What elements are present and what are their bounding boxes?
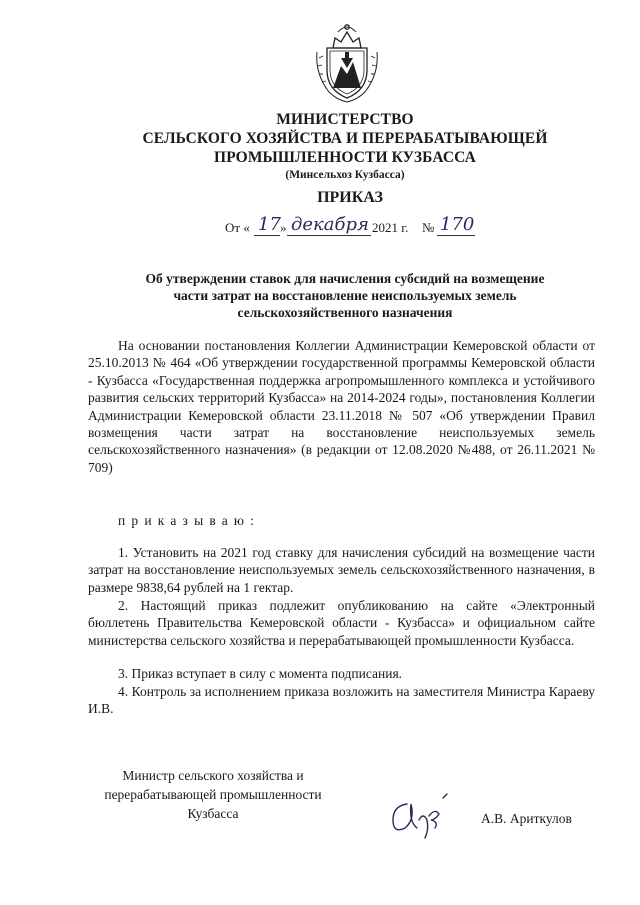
order-date-line <box>225 214 525 242</box>
signatory-position-line-2: перерабатывающей промышленности <box>104 787 322 802</box>
signatory-name: А.В. Ариткулов <box>481 811 572 826</box>
order-subject <box>110 270 580 321</box>
order-item-1: 1. Установить на 2021 год ставку для начисления субсидий на возмещение части затрат на восстановление неиспользуемых земель сельскохозяйственного назначения, в размере 9838,64 рублей на 1 гектар. <box>88 545 595 595</box>
date-month: декабря <box>291 214 369 235</box>
order-number: 170 <box>440 214 475 235</box>
kuzbass-coat-of-arms-icon <box>311 18 383 106</box>
order-item-2: 2. Настоящий приказ подлежит опубликованию на сайте «Электронный бюллетень Правительства Кемеровской области - Кузбасса» и официальном сайте министерства сельского хозяйства и перерабатывающей промышленности Кузбасса. <box>88 598 595 648</box>
preamble-paragraph: На основании постановления Коллегии Администрации Кемеровской области от 25.10.2013 № 464 «Об утверждении государственной программы Кемеровской области - Кузбасса «Государственная поддержка агропромышленного комплекса и устойчивого развития сельских территорий Кузбасса» на 2014-2024 годы», постановления Коллегии Администрации Кемеровской области 23.11.2018 № 507 «Об утверждении Правил возмещения части затрат на восстановление неиспользуемых земель сельскохозяйственного назначения» (в редакции от 12.08.2020 №488, от 26.11.2021 № 709) <box>88 338 595 475</box>
date-day: 17 <box>258 214 281 235</box>
subject-line-1: Об утверждении ставок для начисления субсидий на возмещение <box>145 271 545 286</box>
order-title: ПРИКАЗ <box>317 189 383 206</box>
header-line-1: МИНИСТЕРСТВО <box>276 111 414 128</box>
order-item-4: 4. Контроль за исполнением приказа возложить на заместителя Министра Караеву И.В. <box>88 684 595 717</box>
signatory-position-line-3: Кузбасса <box>187 806 239 821</box>
order-item-3: 3. Приказ вступает в силу с момента подписания. <box>118 666 403 681</box>
signatory-position-line-1: Министр сельского хозяйства и <box>122 768 304 783</box>
ministry-header <box>80 110 610 183</box>
header-line-2: СЕЛЬСКОГО ХОЗЯЙСТВА И ПЕРЕРАБАТЫВАЮЩЕЙ <box>142 130 548 147</box>
date-prefix: От « <box>225 220 250 235</box>
handwritten-signature-image <box>385 790 463 842</box>
header-line-3: ПРОМЫШЛЕННОСТИ КУЗБАССА <box>214 149 476 166</box>
number-sign: № <box>422 220 435 235</box>
date-quote-close: » <box>280 220 287 235</box>
signatory-position <box>88 766 338 823</box>
subject-line-2: части затрат на восстановление неиспользуемых земель <box>173 288 517 303</box>
header-short-name: (Минсельхоз Кузбасса) <box>285 169 405 181</box>
order-word: приказываю: <box>118 513 261 528</box>
subject-line-3: сельскохозяйственного назначения <box>237 305 453 320</box>
date-year: 2021 г. <box>372 220 409 235</box>
